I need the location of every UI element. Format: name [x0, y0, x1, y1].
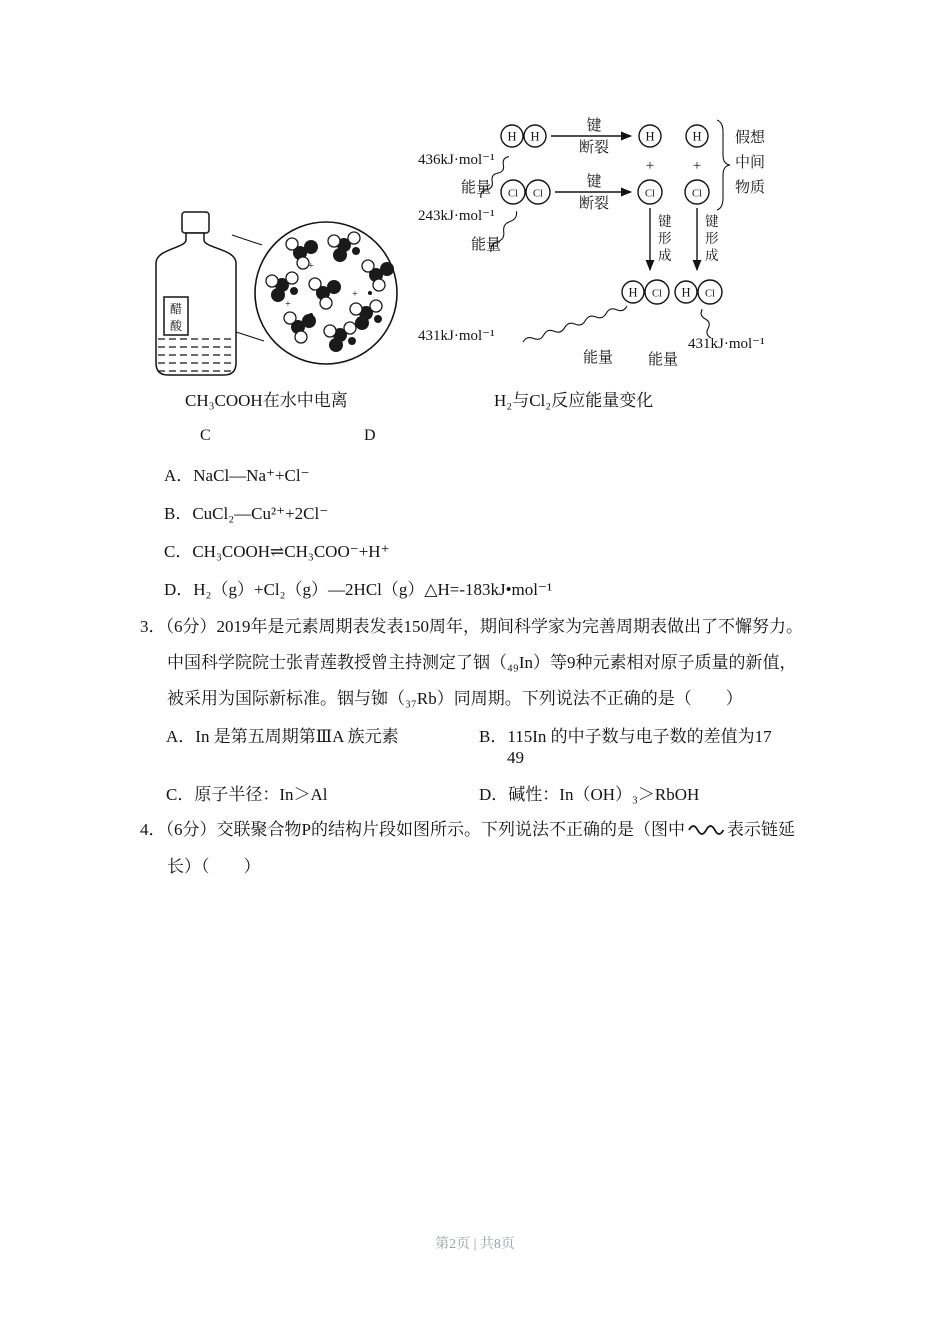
q3-option-b: B．115In 的中子数与电子数的差值为17	[479, 727, 772, 746]
energy-label: 能量	[583, 350, 614, 366]
bottle-label-char: 醋	[169, 302, 183, 316]
cl-atom-label: Cl	[705, 288, 715, 300]
h-atom-label: H	[628, 285, 638, 300]
bond-break-label: 键	[586, 118, 602, 134]
h-atom-label: H	[681, 285, 691, 300]
intermediate-label: 物质	[735, 180, 766, 196]
bond-break-label: 键	[586, 174, 602, 190]
magnify-ray	[232, 235, 262, 245]
q3-text-line2: 中国科学院院士张青莲教授曾主持测定了铟（₄₉In）等9种元素相对原子质量的新值，	[167, 653, 797, 672]
cl-atom-label: Cl	[692, 188, 702, 200]
h-atom-label: H	[692, 129, 702, 144]
energy-squiggle	[522, 304, 628, 345]
q2-option-d: D．H₂（g）+Cl₂（g）—2HCl（g）△H=-183kJ•mol⁻¹	[164, 580, 553, 599]
q2-option-a: A．NaCl—Na⁺+Cl⁻	[164, 466, 310, 485]
hcl-bond-energy-value: 431kJ·mol⁻¹	[688, 336, 765, 352]
cl-atom-label: Cl	[508, 188, 518, 200]
bottle-stopper	[182, 212, 209, 233]
ion-dot	[368, 291, 372, 295]
intermediate-brace	[717, 120, 730, 210]
acetic-acid-diagram	[148, 205, 403, 385]
page-footer: 第2页 | 共8页	[435, 1237, 515, 1252]
ion-plus-sign: +	[285, 299, 291, 310]
energy-label: 能量	[648, 352, 679, 368]
bottle-label-char: 酸	[169, 319, 183, 333]
figure-option-letter-d: D	[364, 427, 376, 444]
h2-bond-energy-value: 436kJ·mol⁻¹	[418, 152, 495, 168]
energy-label: 能量	[461, 180, 492, 196]
intermediate-label: 中间	[735, 155, 766, 171]
q4-text-before: 4．（6分）交联聚合物P的结构片段如图所示。下列说法不正确的是（图中	[140, 820, 685, 839]
ion-plus-sign: +	[352, 289, 358, 300]
q3-option-b-subscript: 49	[507, 748, 524, 767]
q3-option-c: C．原子半径：In＞Al	[166, 785, 328, 804]
q2-option-c: C．CH₃COOH⇌CH₃COO⁻+H⁺	[164, 542, 390, 561]
bond-form-label: 形	[705, 231, 719, 246]
hcl-bond-energy-value: 431kJ·mol⁻¹	[418, 328, 495, 344]
bond-form-label: 键	[705, 214, 719, 229]
bond-form-label: 形	[658, 231, 672, 246]
energy-label: 能量	[471, 237, 502, 253]
q4-text-after: 表示链延	[726, 820, 795, 839]
bond-break-label: 断裂	[578, 140, 610, 156]
q2-option-b: B．CuCl₂—Cu²⁺+2Cl⁻	[164, 504, 329, 523]
q4-text-line1	[140, 815, 795, 840]
cl-atom-label: Cl	[533, 188, 543, 200]
q3-text-line1: 3．（6分）2019年是元素周期表发表150周年，期间科学家为完善周期表做出了不懈努力。	[140, 617, 803, 636]
bond-form-label: 成	[705, 248, 719, 263]
ion-dot	[309, 313, 313, 317]
q3-text-line3: 被采用为国际新标准。铟与铷（₃₇Rb）同周期。下列说法不正确的是（ ）	[167, 689, 743, 708]
bond-form-label: 键	[658, 214, 672, 229]
cl-atom-label: Cl	[652, 288, 662, 300]
h-atom-label: H	[507, 129, 517, 144]
ion-plus-sign: +	[308, 261, 314, 272]
q4-text-line2: 长）（ ）	[167, 857, 261, 876]
plus-sign: +	[692, 158, 702, 174]
bond-form-label: 成	[658, 248, 672, 263]
q3-option-a: A．In 是第五周期第ⅢA 族元素	[166, 727, 399, 746]
left-figure-caption: CH₃COOH在水中电离	[185, 391, 348, 410]
energy-diagram	[405, 112, 795, 374]
energy-squiggle	[700, 309, 714, 339]
cl2-bond-energy-value: 243kJ·mol⁻¹	[418, 208, 495, 224]
bond-break-label: 断裂	[578, 196, 610, 212]
q3-option-d: D．碱性：In（OH）₃＞RbOH	[479, 785, 700, 804]
magnify-ray	[236, 332, 264, 341]
cl-atom-label: Cl	[645, 188, 655, 200]
h-atom-label: H	[645, 129, 655, 144]
intermediate-label: 假想	[735, 130, 766, 146]
figure-option-letter-c: C	[200, 427, 211, 444]
h-atom-label: H	[530, 129, 540, 144]
chain-extension-squiggle-icon	[688, 823, 724, 837]
right-figure-caption: H₂与Cl₂反应能量变化	[494, 391, 654, 410]
plus-sign: +	[645, 158, 655, 174]
